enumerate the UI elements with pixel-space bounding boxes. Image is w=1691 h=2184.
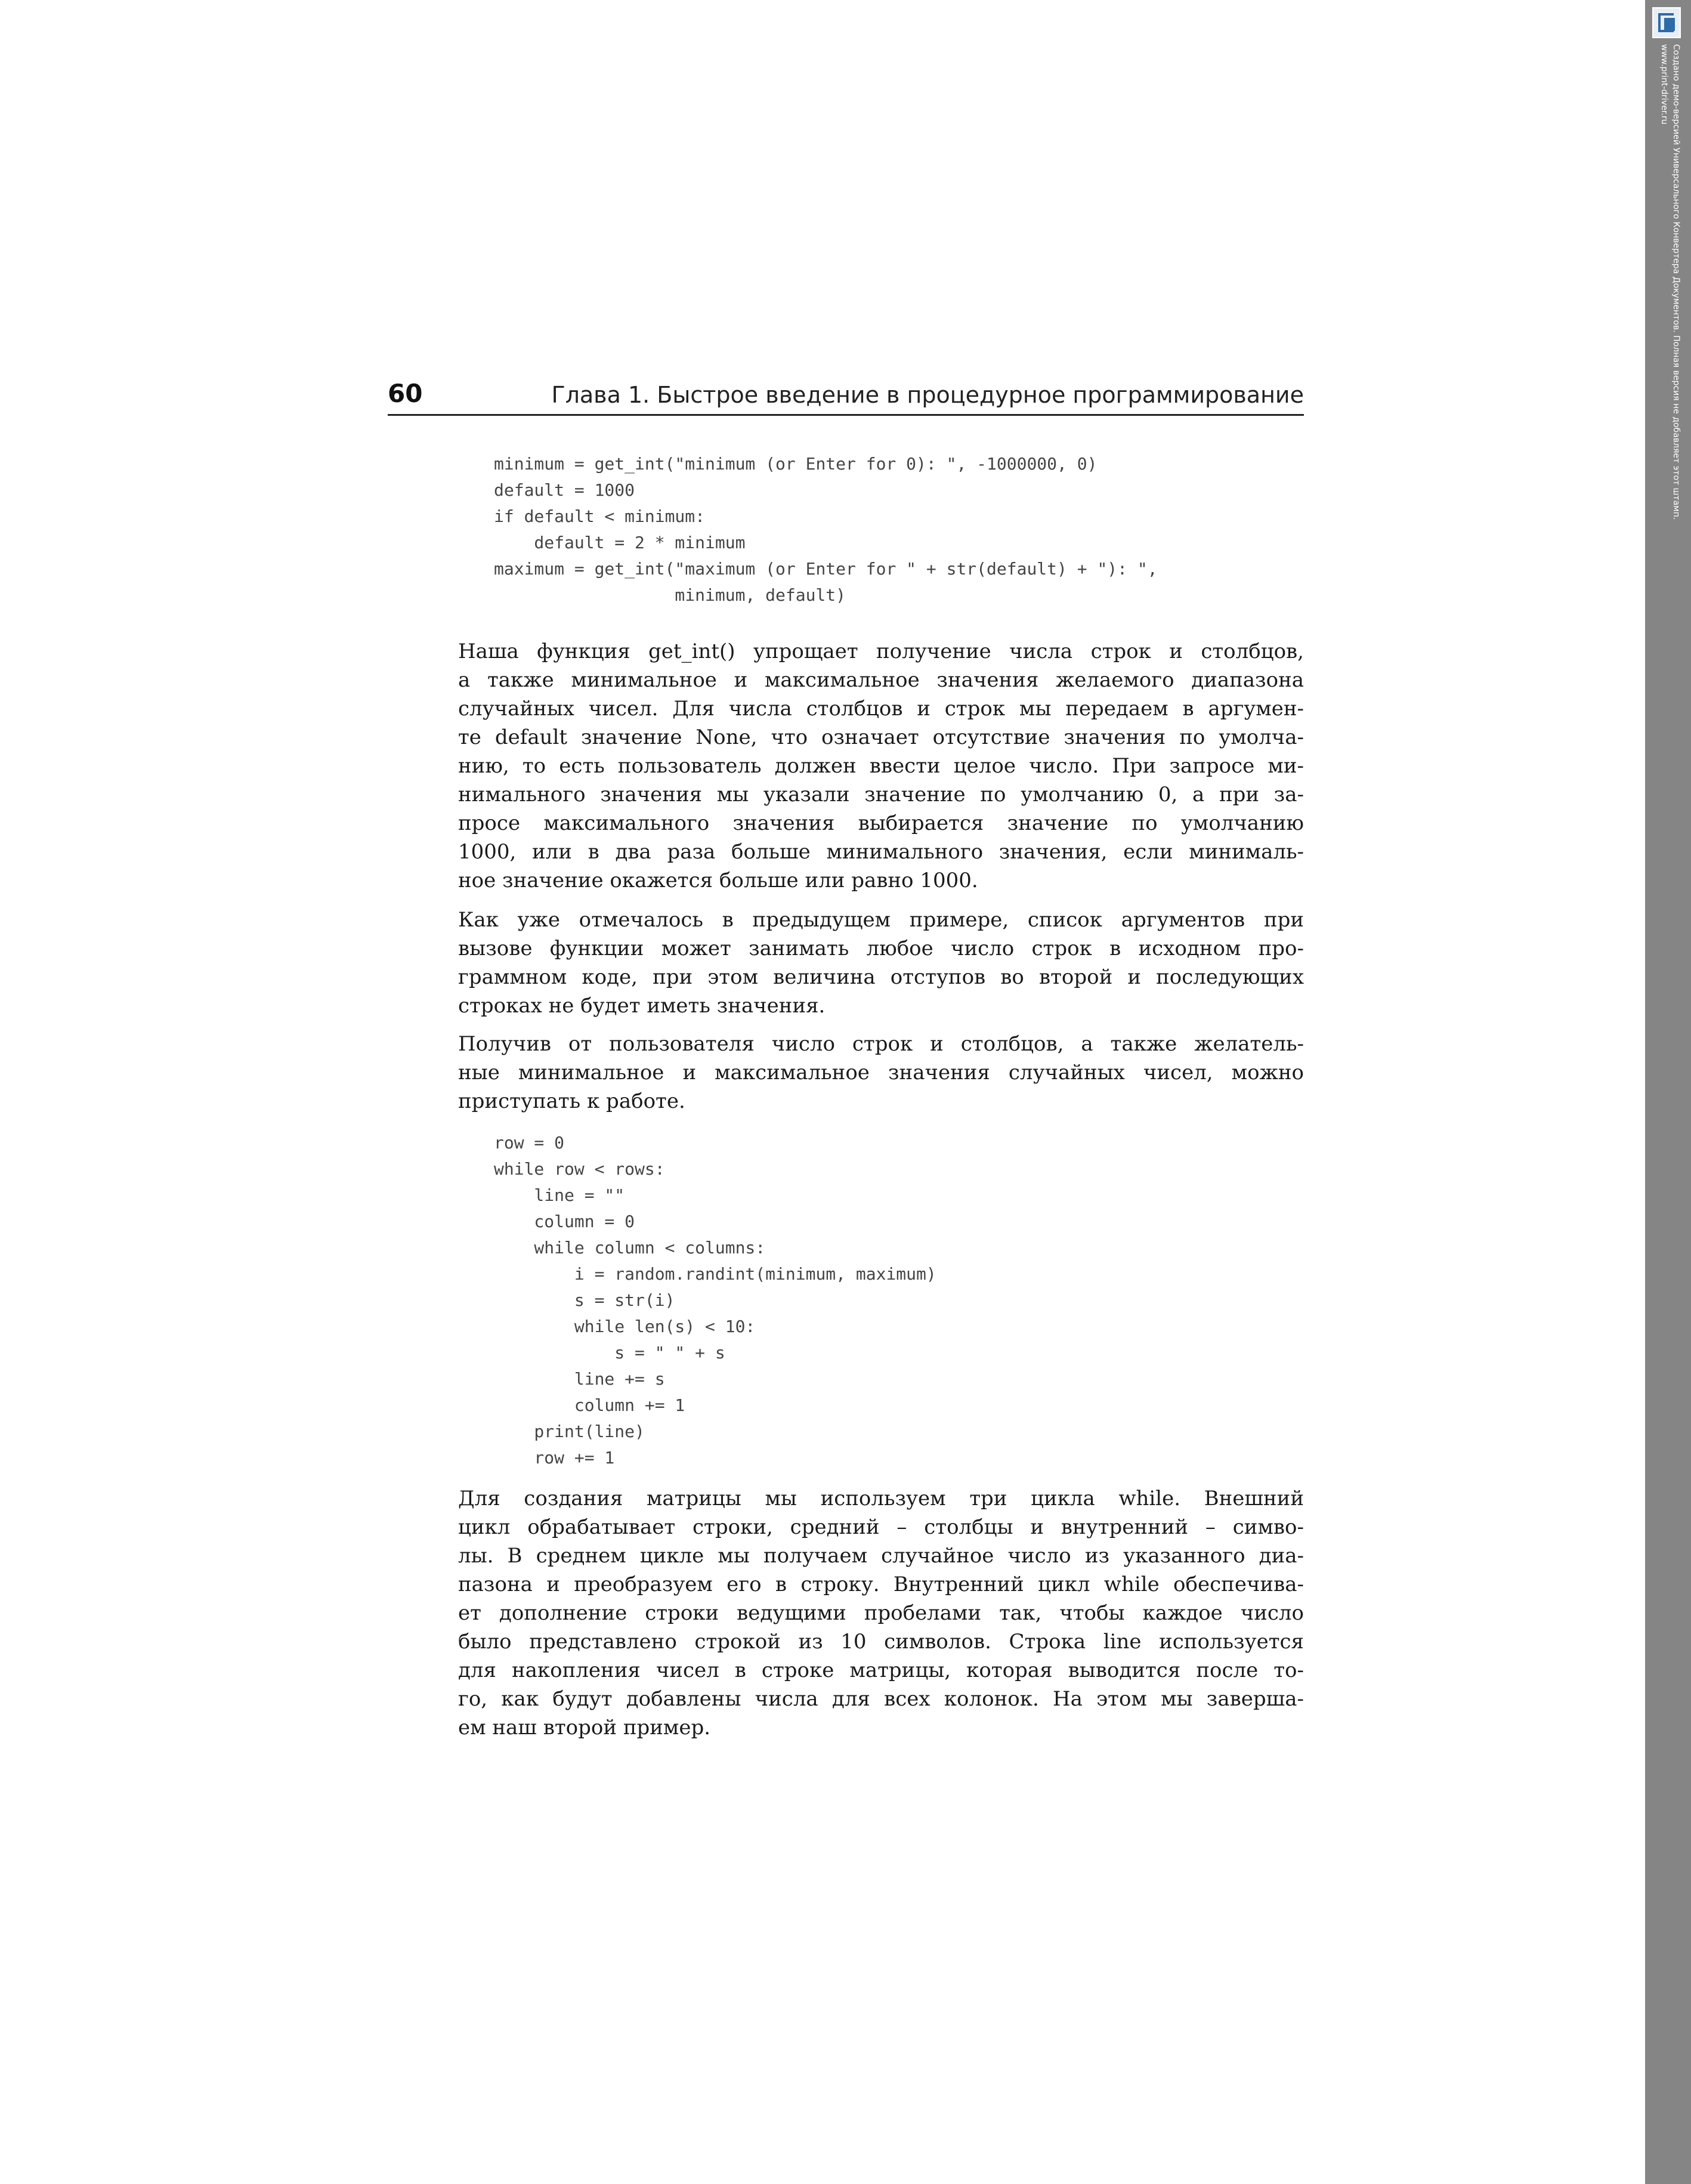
text-line: ные минимальное и максимальное значения случайных чисел, можно <box>458 1061 1304 1085</box>
text-line: приступать к работе. <box>458 1089 685 1113</box>
code-line: column += 1 <box>494 1395 685 1415</box>
code-line: while len(s) < 10: <box>494 1317 756 1336</box>
code-line: row += 1 <box>494 1448 615 1468</box>
paragraph-start-work <box>458 1030 1304 1116</box>
code-line: print(line) <box>494 1422 645 1441</box>
paragraph-arguments <box>458 906 1304 1020</box>
code-line: default = 2 * minimum <box>494 533 746 552</box>
text-line: строках не будет иметь значения. <box>458 994 826 1018</box>
text-line: вызове функции может занимать любое число строк в исходном про- <box>458 937 1304 960</box>
text-line: было представлено строкой из 10 символов. Строка line используется <box>458 1630 1304 1654</box>
text-line: Как уже отмечалось в предыдущем примере, список аргументов при <box>458 908 1304 932</box>
text-line: нию, то есть пользователь должен ввести целое число. При запросе ми- <box>458 754 1304 778</box>
running-title: Глава 1. Быстрое введение в процедурное программирование <box>551 382 1304 408</box>
text-line: просе максимального значения выбирается значение по умолчанию <box>458 811 1304 835</box>
paragraph-get-int <box>458 637 1304 895</box>
code-line: minimum = get_int("minimum (or Enter for 0): ", -1000000, 0) <box>494 454 1098 474</box>
text-line: граммном коде, при этом величина отступов во второй и последующих <box>458 965 1304 989</box>
code-line: maximum = get_int("maximum (or Enter for " + str(default) + "): ", <box>494 559 1158 579</box>
code-line: s = str(i) <box>494 1290 675 1310</box>
page-header <box>388 373 1304 416</box>
text-line: Наша функция get_int() упрощает получение числа строк и столбцов, <box>458 640 1304 663</box>
code-block-matrix <box>494 1130 936 1471</box>
text-line: пазона и преобразуем его в строку. Внутренний цикл while обеспечива- <box>458 1573 1304 1596</box>
code-line: s = " " + s <box>494 1343 725 1363</box>
text-line: 1000, или в два раза больше минимального значения, если минималь- <box>458 840 1304 864</box>
text-line: Для создания матрицы мы используем три цикла while. Внешний <box>458 1487 1304 1510</box>
text-line: случайных чисел. Для числа столбцов и строк мы передаем в аргумен- <box>458 697 1304 721</box>
code-block-limits <box>494 451 1158 608</box>
watermark-strip <box>1645 0 1691 2184</box>
code-line: if default < minimum: <box>494 506 706 526</box>
text-line: ет дополнение строки ведущими пробелами так, чтобы каждое число <box>458 1601 1304 1625</box>
document-converter-logo-icon <box>1652 7 1681 38</box>
text-line: го, как будут добавлены числа для всех колонок. На этом мы заверша- <box>458 1687 1304 1711</box>
code-line: minimum, default) <box>494 585 846 605</box>
text-line: для накопления чисел в строке матрицы, которая выводится после то- <box>458 1658 1304 1682</box>
text-line: ное значение окажется больше или равно 1000. <box>458 869 978 892</box>
watermark-line-2: www.print-driver.ru <box>1659 44 1669 125</box>
watermark-line-1: Создано демо-версией Универсального Конвертера Документов. Полная версия не добавляет этот штамп. <box>1671 44 1681 520</box>
code-line: while row < rows: <box>494 1159 665 1179</box>
text-line: цикл обрабатывает строки, средний – столбцы и внутренний – симво- <box>458 1515 1304 1539</box>
text-line: ем наш второй пример. <box>458 1716 711 1740</box>
text-line: те default значение None, что означает отсутствие значения по умолча- <box>458 725 1304 749</box>
code-line: row = 0 <box>494 1133 565 1153</box>
code-line: column = 0 <box>494 1212 635 1231</box>
text-line: Получив от пользователя число строк и столбцов, а также желатель- <box>458 1032 1304 1056</box>
code-line: i = random.randint(minimum, maximum) <box>494 1264 936 1284</box>
code-line: while column < columns: <box>494 1238 766 1258</box>
paragraph-while-loops <box>458 1484 1304 1742</box>
code-line: line += s <box>494 1369 665 1389</box>
code-line: default = 1000 <box>494 480 635 500</box>
watermark-text <box>1658 44 1682 641</box>
text-line: а также минимальное и максимальное значения желаемого диапазона <box>458 668 1304 692</box>
text-line: лы. В среднем цикле мы получаем случайное число из указанного диа- <box>458 1544 1304 1568</box>
page-number: 60 <box>388 379 423 408</box>
text-line: нимального значения мы указали значение по умолчанию 0, а при за- <box>458 783 1304 807</box>
code-line: line = "" <box>494 1185 625 1205</box>
